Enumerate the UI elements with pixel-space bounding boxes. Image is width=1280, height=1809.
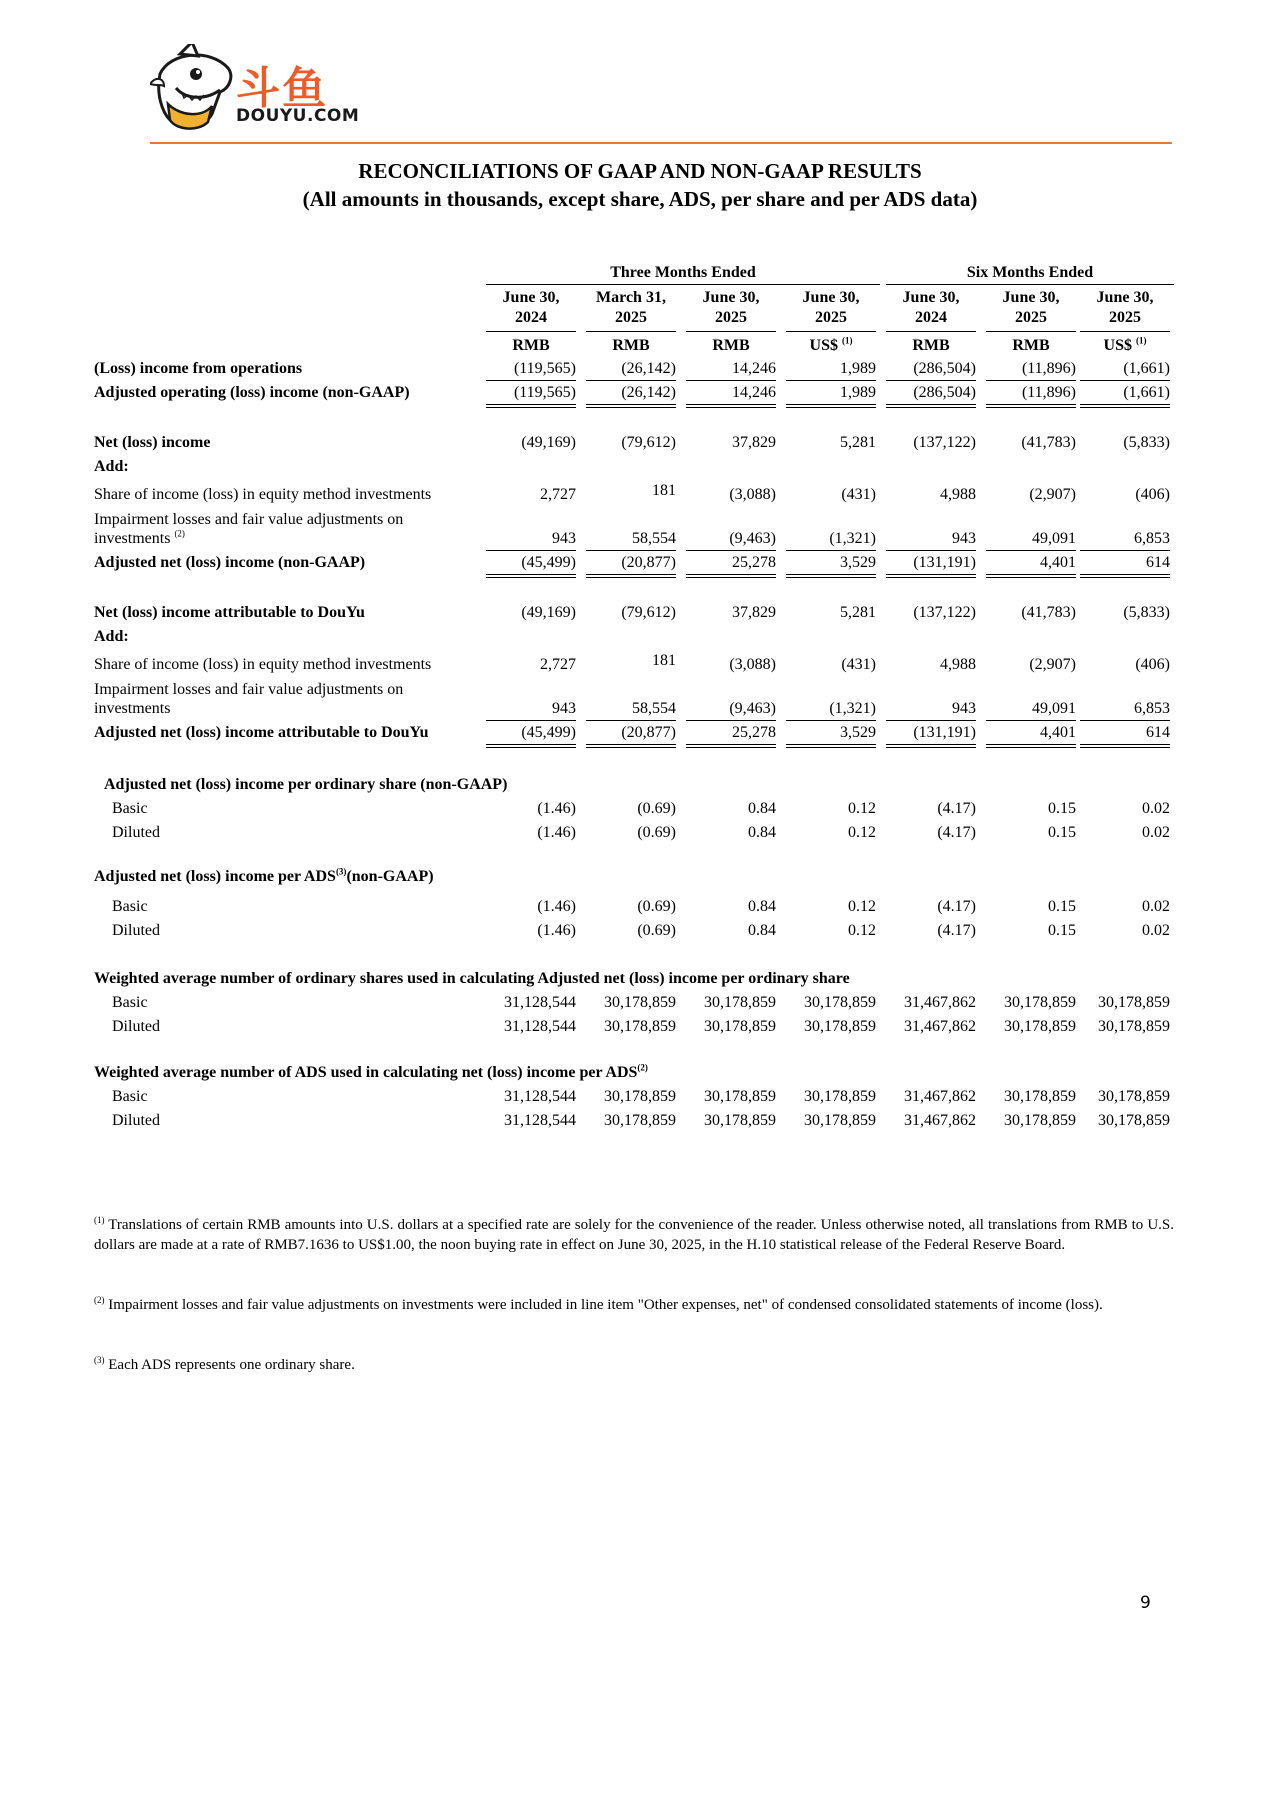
row-label: Adjusted net (loss) income per ordinary share (non-GAAP) [104,776,508,793]
row-label: Basic [112,994,148,1011]
cell: 6,853 [1080,528,1170,551]
cell: 0.12 [848,898,876,915]
cell: 2,727 [540,486,576,503]
unit-label: RMB [512,337,550,354]
cell: (45,499) [486,722,576,748]
cell: 1,989 [786,382,876,408]
cell: 943 [886,528,976,551]
table-row [94,992,1174,1014]
cell: 30,178,859 [704,1088,776,1105]
cell: (26,142) [586,358,676,381]
table-row [94,920,1174,942]
cell: 5,281 [840,604,876,621]
cell: 30,178,859 [704,1018,776,1035]
table-row [94,552,1174,574]
table-row [94,484,1174,506]
cell: 30,178,859 [804,1088,876,1105]
row-label: Adjusted net (loss) income per ADS$^{(3)}$(non-GAAP) [94,866,434,885]
cell: (1.46) [537,800,576,817]
cell: 30,178,859 [604,1112,676,1129]
unit-label: US$ $^{(1)}$ [809,335,853,354]
cell: (0.69) [637,922,676,939]
cell: (4.17) [937,898,976,915]
cell: 0.12 [848,800,876,817]
cell: 25,278 [686,552,776,578]
cell: 58,554 [586,698,676,721]
cell: 31,467,862 [904,1088,976,1105]
cell: 30,178,859 [1004,1018,1076,1035]
group-header-three-months: Three Months Ended [486,262,880,285]
column-header: June 30, 2025 [986,288,1076,332]
header-divider [150,142,1172,144]
cell: (406) [1135,486,1170,503]
table-row [94,968,1174,990]
row-label: Basic [112,800,148,817]
cell: 0.12 [848,824,876,841]
logo-chinese-text: 斗鱼 [236,63,328,114]
cell: 6,853 [1080,698,1170,721]
cell: (3,088) [729,656,776,673]
table-row [94,722,1174,744]
cell: 0.84 [748,824,776,841]
cell: 30,178,859 [1004,1088,1076,1105]
cell: (137,122) [913,434,976,451]
row-label: (Loss) income from operations [94,360,303,377]
cell: (5,833) [1123,604,1170,621]
cell: 31,128,544 [504,1088,576,1105]
cell: 49,091 [986,528,1076,551]
footnote-2: $^{(2)}$ Impairment losses and fair value adjustments on investments were included in line item "Other expenses, net" of condensed consolidated statements of income (loss). [94,1295,1103,1313]
cell: (0.69) [637,898,676,915]
cell: (119,565) [486,382,576,408]
column-header: March 31, 2025 [586,288,676,332]
cell: (137,122) [913,604,976,621]
cell: 614 [1080,552,1170,578]
cell: 0.84 [748,922,776,939]
unit-label: RMB [612,337,650,354]
cell: (45,499) [486,552,576,578]
column-header: June 30, 2024 [486,288,576,332]
cell: 31,128,544 [504,994,576,1011]
row-label: Adjusted operating (loss) income (non-GAAP) [94,384,410,401]
table-row [94,866,1174,888]
cell: 4,988 [940,486,976,503]
cell: 0.15 [1048,922,1076,939]
cell: 4,401 [986,552,1076,578]
cell: (41,783) [1021,434,1076,451]
table-row [94,382,1174,404]
cell: 30,178,859 [704,1112,776,1129]
table-row [94,602,1174,624]
cell: 181 [652,652,676,669]
cell: 30,178,859 [804,994,876,1011]
cell: 1,989 [786,358,876,381]
cell: (79,612) [621,604,676,621]
cell: 30,178,859 [604,994,676,1011]
cell: (1.46) [537,898,576,915]
row-label: Add: [94,628,129,645]
cell: 30,178,859 [704,994,776,1011]
row-label: Diluted [112,824,160,841]
cell: 30,178,859 [1098,994,1170,1011]
cell: (5,833) [1123,434,1170,451]
cell: 0.84 [748,800,776,817]
cell: 31,128,544 [504,1112,576,1129]
column-header: June 30, 2025 [786,288,876,332]
cell: (9,463) [686,698,776,721]
row-label: Add: [94,458,129,475]
unit-label: US$ $^{(1)}$ [1103,335,1147,354]
cell: 943 [486,528,576,551]
table-row [94,432,1174,454]
douyu-logo [150,44,390,134]
cell: (431) [841,656,876,673]
table-row [94,358,1174,380]
cell: (0.69) [637,800,676,817]
cell: 943 [886,698,976,721]
cell: 30,178,859 [804,1112,876,1129]
table-row [94,456,1174,478]
cell: 30,178,859 [1098,1088,1170,1105]
cell: 943 [486,698,576,721]
cell: 0.02 [1142,800,1170,817]
cell: (1.46) [537,922,576,939]
unit-label: RMB [712,337,750,354]
table-row [94,1110,1174,1132]
cell: (20,877) [586,552,676,578]
cell: (406) [1135,656,1170,673]
cell: (4.17) [937,922,976,939]
cell: (2,907) [1029,656,1076,673]
cell: 14,246 [686,358,776,381]
table-row [94,1062,1174,1084]
row-label: Basic [112,1088,148,1105]
cell: 0.84 [748,898,776,915]
column-header: June 30, 2024 [886,288,976,332]
table-row [94,1016,1174,1038]
table-row [94,896,1174,918]
table-row [94,798,1174,820]
cell: (41,783) [1021,604,1076,621]
cell: 31,467,862 [904,1018,976,1035]
cell: 58,554 [586,528,676,551]
cell: 3,529 [786,552,876,578]
cell: (1,661) [1080,358,1170,381]
cell: 5,281 [840,434,876,451]
logo-english-text: DOUYU.COM [236,106,360,126]
cell: (79,612) [621,434,676,451]
cell: (49,169) [521,604,576,621]
page-number: 9 [1140,1593,1151,1613]
column-header: June 30, 2025 [1080,288,1170,332]
cell: 30,178,859 [1004,994,1076,1011]
cell: (9,463) [686,528,776,551]
cell: 30,178,859 [804,1018,876,1035]
cell: 4,988 [940,656,976,673]
cell: 614 [1080,722,1170,748]
cell: (286,504) [886,358,976,381]
cell: 0.02 [1142,824,1170,841]
row-label: Net (loss) income attributable to DouYu [94,604,365,621]
table-row [94,654,1174,676]
table-row [94,680,1174,720]
cell: 2,727 [540,656,576,673]
cell: 0.02 [1142,898,1170,915]
cell: 37,829 [732,434,776,451]
cell: 30,178,859 [1098,1018,1170,1035]
row-label: Adjusted net (loss) income attributable to DouYu [94,724,429,741]
cell: 37,829 [732,604,776,621]
cell: 30,178,859 [1098,1112,1170,1129]
cell: 49,091 [986,698,1076,721]
cell: (131,191) [886,552,976,578]
row-label: Basic [112,898,148,915]
cell: 4,401 [986,722,1076,748]
footnote-3: $^{(3)}$ Each ADS represents one ordinary share. [94,1355,355,1373]
cell: (1,321) [786,698,876,721]
cell: (431) [841,486,876,503]
row-label: Share of income (loss) in equity method investments [94,486,432,503]
row-label: Impairment losses and fair value adjustments on investments [94,681,404,717]
page-subtitle: (All amounts in thousands, except share, ADS, per share and per ADS data) [302,187,978,211]
table-row [94,626,1174,648]
table-row [94,1086,1174,1108]
cell: 3,529 [786,722,876,748]
cell: 14,246 [686,382,776,408]
cell: 25,278 [686,722,776,748]
cell: 31,467,862 [904,1112,976,1129]
row-label: Diluted [112,1112,160,1129]
row-label: Diluted [112,1018,160,1035]
table-row [94,510,1174,550]
unit-label: RMB [912,337,950,354]
cell: (49,169) [521,434,576,451]
shark-mascot-icon [150,44,236,134]
cell: 31,128,544 [504,1018,576,1035]
cell: (4.17) [937,824,976,841]
cell: (11,896) [986,382,1076,408]
table-row [94,822,1174,844]
cell: (119,565) [486,358,576,381]
row-label: Adjusted net (loss) income (non-GAAP) [94,554,366,571]
cell: 0.15 [1048,800,1076,817]
cell: (1,321) [786,528,876,551]
row-label: Diluted [112,922,160,939]
unit-label: RMB [1012,337,1050,354]
cell: (11,896) [986,358,1076,381]
cell: 0.12 [848,922,876,939]
cell: 0.15 [1048,898,1076,915]
group-header-six-months: Six Months Ended [886,262,1174,285]
cell: (131,191) [886,722,976,748]
table-row [94,774,1174,796]
cell: 30,178,859 [604,1088,676,1105]
cell: 181 [652,482,676,499]
row-label: Weighted average number of ADS used in calculating net (loss) income per ADS$^{(2)}$ [94,1062,648,1081]
cell: 0.02 [1142,922,1170,939]
cell: (0.69) [637,824,676,841]
cell: 0.15 [1048,824,1076,841]
cell: (26,142) [586,382,676,408]
cell: (3,088) [729,486,776,503]
row-label: Impairment losses and fair value adjustments on investments $^{(2)}$ [94,511,404,547]
cell: 30,178,859 [1004,1112,1076,1129]
cell: (2,907) [1029,486,1076,503]
column-header: June 30, 2025 [686,288,776,332]
cell: (1,661) [1080,382,1170,408]
row-label: Net (loss) income [94,434,211,451]
cell: (20,877) [586,722,676,748]
footnote-1: $^{(1)}$ Translations of certain RMB amounts into U.S. dollars at a specified rate are solely for the convenience of the reader. Unless otherwise noted, all translations from RMB to U.S. dollars are made at a rate of RMB7.1636 to US$1.00, the noon buying rate in effect on June 30, 2025, in the H.10 statistical release of the Federal Reserve Board. [94,1215,1174,1253]
cell: (286,504) [886,382,976,408]
cell: 30,178,859 [604,1018,676,1035]
row-label: Share of income (loss) in equity method investments [94,656,432,673]
row-label: Weighted average number of ordinary shares used in calculating Adjusted net (loss) income per ordinary share [94,970,850,987]
cell: (4.17) [937,800,976,817]
cell: (1.46) [537,824,576,841]
cell: 31,467,862 [904,994,976,1011]
page-title: RECONCILIATIONS OF GAAP AND NON-GAAP RESULTS [358,159,922,183]
